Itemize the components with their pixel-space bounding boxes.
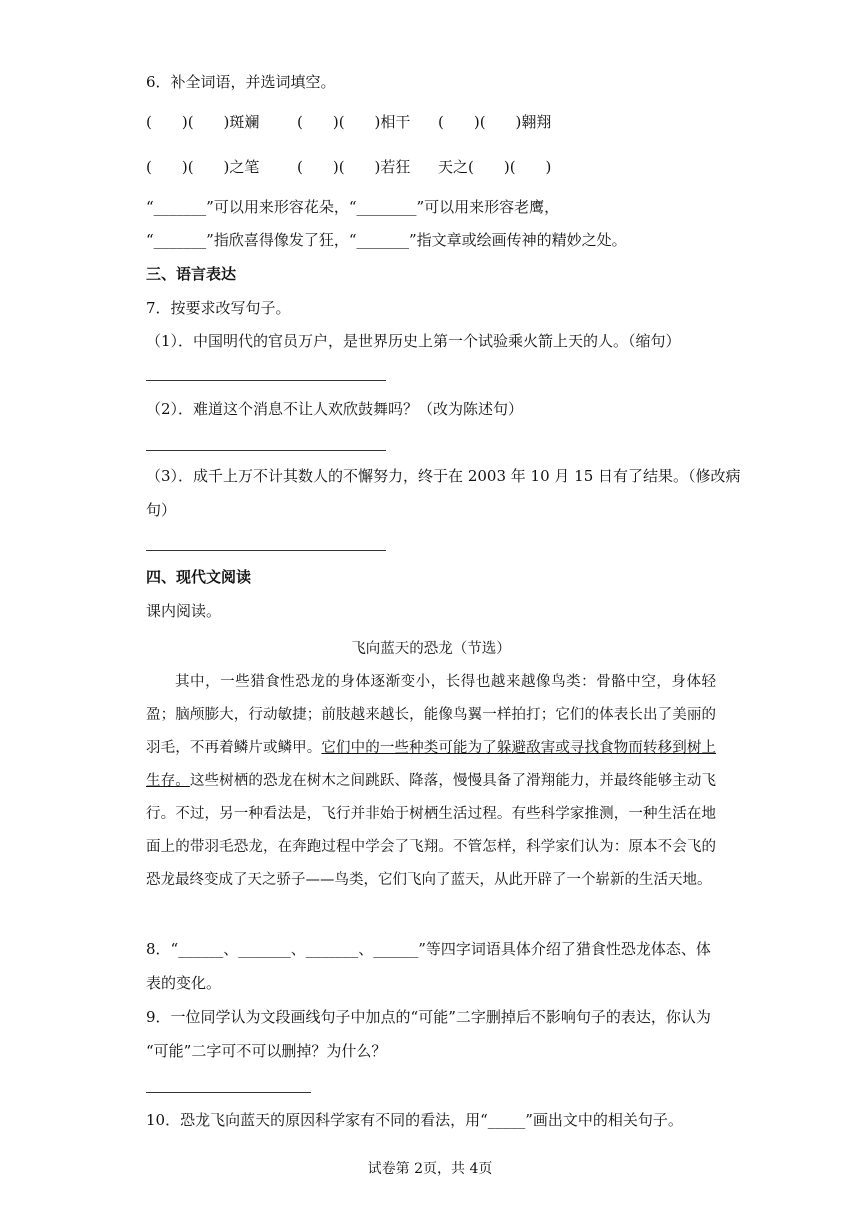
q6-fill-sentence: “_______”指欣喜得像发了狂，“_______”指文章或绘画传神的精妙之处。 (146, 231, 627, 249)
q9-text: “可能”二字可不可以删掉？为什么？ (146, 1042, 387, 1060)
q6-blank: ( )( )之笔 (146, 158, 260, 176)
q10-text: 10．恐龙飞向蓝天的原因科学家有不同的看法，用“_____”画出文中的相关句子。 (146, 1111, 683, 1129)
q7-item: 句） (146, 501, 177, 519)
q6-prompt: 6．补全词语，并选词填空。 (146, 73, 336, 91)
q6-blank: ( )( )翱翔 (438, 113, 552, 131)
answer-line[interactable] (146, 1092, 311, 1093)
passage-body (146, 666, 716, 897)
q7-item: （2）．难道这个消息不让人欢欣鼓舞吗？（改为陈述句） (146, 400, 524, 418)
answer-line[interactable] (146, 380, 386, 381)
passage-text: 这些树栖的恐龙在树木之间跳跃、降落，慢慢具备了滑翔能力，并最终能够主动飞行。不过，另一种看法是，飞行并非始于树栖生活过程。有些科学家推测，一种生活在地面上的带羽毛恐龙，在奔跑过程中学会了飞翔。不管怎样，科学家们认为：原本不会飞的恐龙最终变成了天之骄子——鸟类，它们飞向了蓝天，从此开辟了一个崭新的生活天地。 (146, 773, 717, 888)
passage-text: 其中，一些猎食性恐龙的身体逐渐变小，长得也越来越像鸟类：骨骼中空，身体轻盈；脑颅膨大，行动敏捷；前肢越来越长，能像鸟翼一样拍打；它们的体表长出了美丽的羽毛，不再着鳞片或鳞甲。 (146, 674, 716, 756)
page-footer: 试卷第 2页，共 4页 (367, 1161, 493, 1177)
q8-text: 表的变化。 (146, 974, 222, 992)
underlined-sentence: 它们中的一些种类可能为了躲避敌害或寻找食物而转移到树上生存。 (146, 740, 716, 789)
q6-blank: ( )( )若狂 (297, 158, 411, 176)
q8-text: 8．“______、_______、_______、______”等四字词语具体介绍了猎食性恐龙体态、体 (146, 940, 711, 958)
section-heading: 三、语言表达 (146, 265, 237, 283)
answer-line[interactable] (146, 550, 386, 551)
q9-text: 9．一位同学认为文段画线句子中加点的“可能”二字删掉后不影响句子的表达，你认为 (146, 1008, 711, 1026)
section-heading: 四、现代文阅读 (146, 568, 252, 586)
section-subtitle: 课内阅读。 (146, 602, 222, 620)
q6-blank: ( )( )相干 (297, 113, 411, 131)
q6-fill-sentence: “_______”可以用来形容花朵，“________”可以用来形容老鹰， (146, 198, 560, 216)
answer-line[interactable] (146, 450, 386, 451)
q7-item: （3）．成千上万不计其数人的不懈努力，终于在 2003 年 10 月 15 日有了结果。（修改病 (146, 467, 741, 485)
q7-prompt: 7．按要求改写句子。 (146, 299, 291, 317)
passage-title: 飞向蓝天的恐龙（节选） (351, 641, 511, 657)
q7-item: （1）．中国明代的官员万户，是世界历史上第一个试验乘火箭上天的人。（缩句） (146, 332, 681, 350)
q6-blank: ( )( )斑斓 (146, 113, 260, 131)
q6-blank: 天之( )( ) (438, 158, 552, 176)
